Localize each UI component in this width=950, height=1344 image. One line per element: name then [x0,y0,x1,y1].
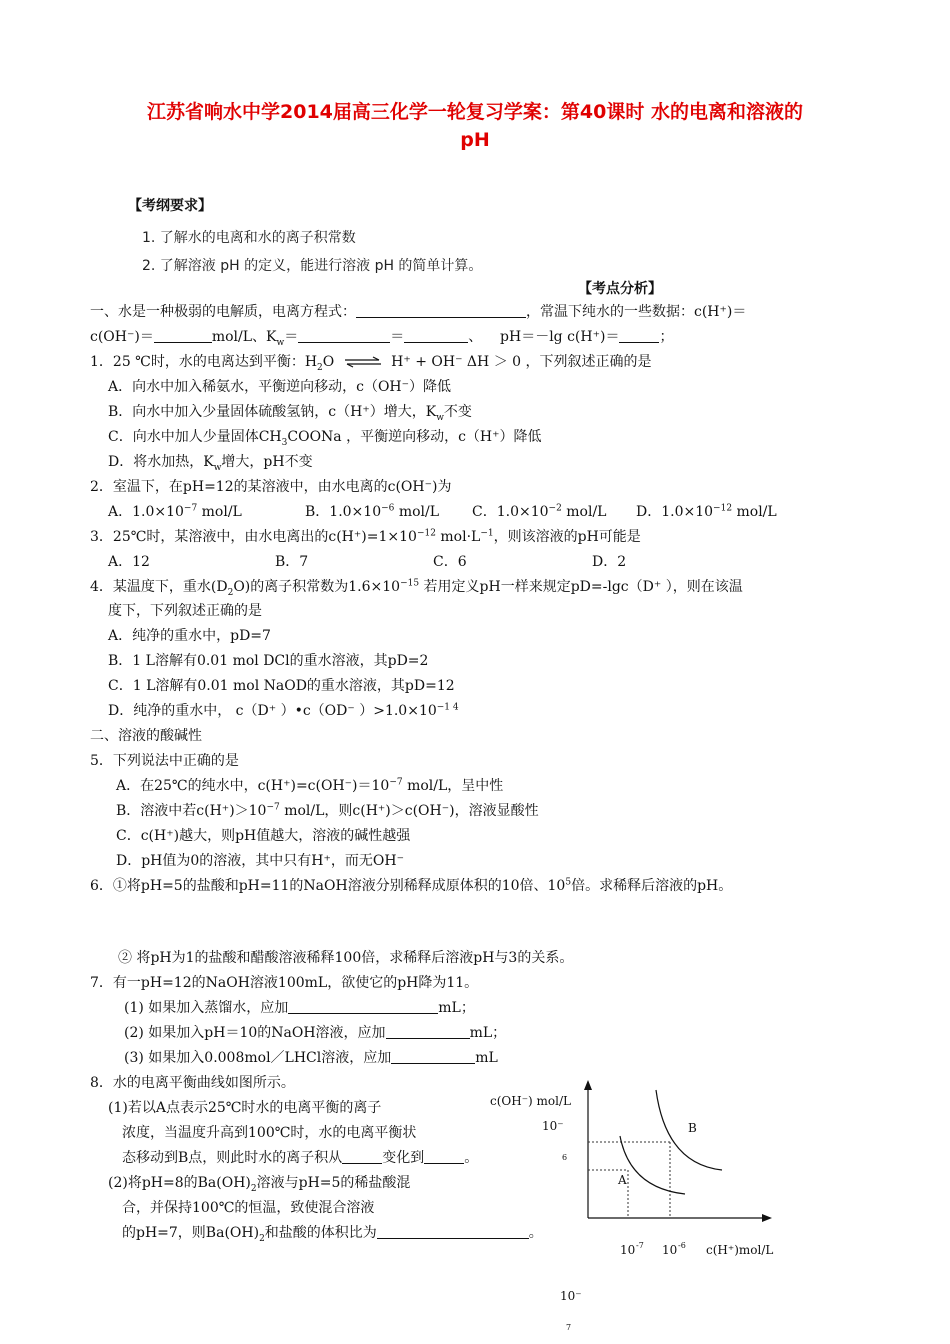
requirements-heading: 【考纲要求】 [128,198,212,214]
blank-ionization-equation[interactable] [356,302,526,318]
q1-option-a[interactable]: A．向水中加入稀氨水，平衡逆向移动，c（OH⁻）降低 [108,379,452,395]
q5-option-d[interactable]: D．pH值为0的溶液，其中只有H⁺，而无OH⁻ [116,853,404,869]
q3-option-c[interactable]: C．6 [433,554,467,570]
x-axis-arrow [762,1214,772,1222]
q1-option-d[interactable]: D．将水加热，$K_w$增大，pH不变 [108,454,313,473]
q4-stem: 4．某温度下，重水$(D_2O)$的离子积常数为$1.6\times 10^{-15}$ 若用定义pH一样来规定pD=-lgc（D⁺ ），则在该温 [90,578,743,598]
q4-option-b[interactable]: B．1 L溶解有0.01 mol DCl的重水溶液，其pD=2 [108,653,429,669]
q8-stem: 8．水的电离平衡曲线如图所示。 [90,1075,295,1091]
section1-line1: 一、水是一种极弱的电解质，电离方程式： ，常温下纯水的一些数据：c(H⁺)＝ [90,304,747,320]
blank-q8-to[interactable] [424,1148,464,1164]
q7-stem: 7．有一pH=12的NaOH溶液100mL，欲使它的pH降为11。 [90,975,479,991]
q2-option-c[interactable]: C．$1.0\times 10^{-2}$ mol/L [472,503,607,520]
q8-part1-line3: 态移动到B点，则此时水的离子积从 变化到 。 [122,1150,479,1166]
x-axis-label: c(H⁺)mol/L [706,1243,774,1257]
x-tick-2-exp: -6 [678,1241,686,1250]
analysis-heading: 【考点分析】 [578,281,662,297]
point-a-label: A [618,1173,627,1187]
blank-oh-concentration[interactable] [154,327,212,343]
q2-stem: 2．室温下，在pH=12的某溶液中，由水电离的c(OH⁻)为 [90,479,452,495]
q5-option-c[interactable]: C．c(H⁺)越大，则pH值越大，溶液的碱性越强 [116,828,411,844]
q7-sub3: (3) 如果加入0.008mol／LHCl溶液，应加 mL [124,1050,498,1066]
x-tick-1-exp: -7 [636,1241,644,1250]
q3-stem: 3．25℃时，某溶液中，由水电离出的$c(H^+)=1\times 10^{-12}$ $mol\cdot L^{-1}$，则该溶液的pH可能是 [90,528,641,545]
equilibrium-arrows-icon [343,356,383,368]
q2-option-a[interactable]: A．$1.0\times 10^{-7}$ mol/L [108,503,242,520]
y-tick-upper: 10⁻ [542,1119,564,1133]
blank-q7-2[interactable] [386,1023,470,1039]
requirement-item-1: 1. 了解水的电离和水的离子积常数 [142,230,356,246]
q3-option-d[interactable]: D．2 [592,554,627,570]
blank-ph-value[interactable] [619,327,659,343]
blank-q8-from[interactable] [342,1148,382,1164]
y-tick-lower: 10⁻ [560,1289,582,1303]
q2-option-b[interactable]: B．$1.0\times 10^{-6}$ mol/L [305,503,440,520]
q4-option-c[interactable]: C．1 L溶解有0.01 mol NaOD的重水溶液，其pD=12 [108,678,455,694]
q8-part2-line2: 合，并保持100℃的恒温，致使混合溶液 [122,1200,375,1216]
requirement-item-2: 2. 了解溶液 pH 的定义，能进行溶液 pH 的简单计算。 [142,258,483,274]
graph-svg [480,1078,800,1338]
q3-option-a[interactable]: A．12 [108,554,150,570]
x-tick-1: 10 [620,1243,636,1257]
y-tick-lower-exp: 7 [566,1323,572,1332]
q4-option-d[interactable]: D．纯净的重水中， c（D⁺ ）•c（OD⁻ ）$>1.0\times 10^{-1 4}$ [108,702,459,719]
q5-option-b[interactable]: B．溶液中若$c(H^+)>10^{-7}$ mol/L，则c(H⁺)＞c(OH⁻)，溶液显酸性 [116,802,539,819]
blank-kw-expression[interactable] [298,327,390,343]
document-title [60,98,890,154]
blank-q7-3[interactable] [391,1048,475,1064]
q6-part1: 6．①将pH=5的盐酸和pH=11的NaOH溶液分别稀释成原体积的10倍、$10^5$倍。求稀释后溶液的pH。 [90,877,733,894]
q1-option-c[interactable]: C．向水中加人少量固体$CH_3COONa$ ，平衡逆向移动，c（H⁺）降低 [108,429,542,448]
q8-part2-line3: 的pH=7，则$Ba(OH)_2$和盐酸的体积比为 。 [122,1225,543,1244]
q7-sub2: (2) 如果加入pH＝10的NaOH溶液，应加 mL； [124,1025,507,1041]
blank-q7-1[interactable] [288,998,438,1014]
section1-line2: c(OH⁻)＝ mol/L、$K_w=$ ＝ 、 pH＝－lg c(H⁺)＝ ； [90,329,674,348]
q1-stem: 1．25 ℃时，水的电离达到平衡：$H_2O$ H⁺ + OH⁻ ΔH ＞ 0 ，下列叙述正确的是 [90,354,652,373]
title-line-2: pH [460,129,490,151]
q8-part1-line2: 浓度，当温度升高到100℃时，水的电离平衡状 [122,1125,417,1141]
title-line-1: 江苏省响水中学2014届高三化学一轮复习学案：第40课时 水的电离和溶液的 [147,101,803,123]
q8-part1-line1: (1)若以A点表示25℃时水的电离平衡的离子 [108,1100,382,1116]
blank-kw-value[interactable] [404,327,468,343]
q4-option-a[interactable]: A．纯净的重水中，pD=7 [108,628,271,644]
q8-part2-line1: (2)将pH=8的$Ba(OH)_2$溶液与pH=5的稀盐酸混 [108,1175,411,1194]
q7-sub1: (1) 如果加入蒸馏水，应加 mL； [124,1000,475,1016]
ionization-equilibrium-graph [480,1078,800,1338]
q1-option-b[interactable]: B．向水中加入少量固体硫酸氢钠，c（H⁺）增大，$K_w$不变 [108,404,472,423]
q2-option-d[interactable]: D．$1.0\times 10^{-12}$ mol/L [636,503,777,520]
q4-stem-continued: 度下，下列叙述正确的是 [108,603,262,619]
y-axis-label: c(OH⁻) mol/L [490,1094,571,1108]
q5-stem: 5．下列说法中正确的是 [90,753,239,769]
q3-option-b[interactable]: B．7 [275,554,309,570]
q5-option-a[interactable]: A．在25℃的纯水中，$c(H^+)=c(OH^-)=10^{-7}$ mol/L，呈中性 [116,777,504,794]
section2-heading: 二、溶液的酸碱性 [90,728,202,744]
q6-part2: ② 将pH为1的盐酸和醋酸溶液稀释100倍，求稀释后溶液pH与3的关系。 [118,950,574,966]
point-b-label: B [688,1121,697,1135]
y-axis-arrow [584,1080,592,1090]
x-tick-2: 10 [662,1243,678,1257]
y-tick-upper-exp: 6 [562,1153,568,1162]
